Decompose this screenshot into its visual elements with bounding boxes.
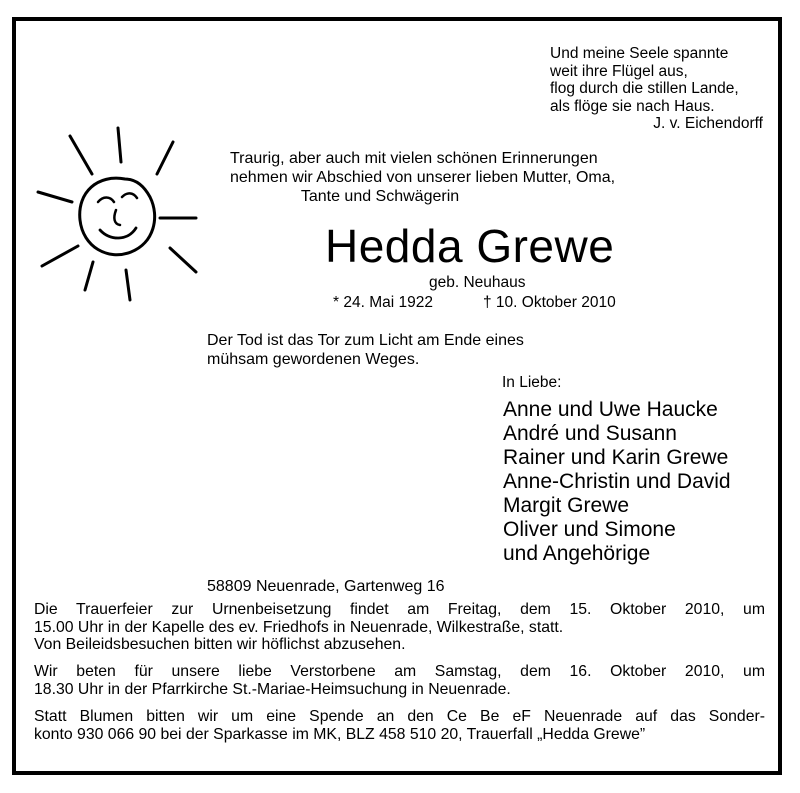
poem-line: als flöge sie nach Haus. [550, 97, 715, 115]
intro-line: Tante und Schwägerin [300, 188, 460, 205]
notice-line: konto 930 066 90 bei der Sparkasse im MK, BLZ 458 510 20, Trauerfall „Hedda Grewe” [34, 725, 646, 743]
quote-line: mühsam gewordenen Weges. [207, 351, 420, 368]
life-dates [333, 294, 616, 312]
mourner-name: André und Susann [503, 422, 677, 445]
mourners-heading: In Liebe: [502, 374, 562, 391]
intro-line: Traurig, aber auch mit vielen schönen Erinnerungen [230, 150, 598, 167]
notice-line: Statt Blumen bitten wir um eine Spende an den Ce Be eF Neuenrade auf das Sonder- [34, 708, 765, 725]
intro-text [230, 149, 616, 206]
birth-date: * 24. Mai 1922 [333, 294, 433, 311]
death-date: † 10. Oktober 2010 [483, 294, 616, 311]
poem-line: Und meine Seele spannte [550, 45, 729, 62]
notice-line: 15.00 Uhr in der Kapelle des ev. Friedhofs in Neuenrade, Wilkestraße, statt. [34, 618, 564, 636]
donation-notice [34, 708, 765, 743]
poem-line: weit ihre Flügel aus, [550, 62, 688, 80]
notice-line: 18.30 Uhr in der Pfarrkirche St.-Mariae-Heimsuchung in Neuenrade. [34, 680, 511, 698]
family-address: 58809 Neuenrade, Gartenweg 16 [207, 578, 445, 595]
intro-line: nehmen wir Abschied von unserer lieben Mutter, Oma, [230, 169, 616, 186]
mourners-list [503, 398, 731, 566]
notice-line: Wir beten für unsere liebe Verstorbene am Samstag, dem 16. Oktober 2010, um [34, 663, 765, 680]
mourner-name: Anne und Uwe Haucke [503, 398, 718, 421]
poem [550, 45, 763, 133]
quote-line: Der Tod ist das Tor zum Licht am Ende eines [207, 332, 524, 349]
mourner-name: Oliver und Simone [503, 518, 676, 541]
poem-author: J. v. Eichendorff [653, 115, 763, 132]
prayer-notice [34, 663, 765, 698]
mourner-name: Rainer und Karin Grewe [503, 446, 729, 469]
quote [207, 331, 524, 369]
poem-line: flog durch die stillen Lande, [550, 80, 739, 97]
notice-line: Die Trauerfeier zur Urnenbeisetzung findet am Freitag, dem 15. Oktober 2010, um [34, 601, 765, 618]
funeral-notice [34, 601, 765, 654]
sun-icon [30, 122, 205, 307]
mourner-name: und Angehörige [503, 542, 651, 565]
maiden-name: geb. Neuhaus [429, 274, 526, 291]
mourner-name: Anne-Christin und David [503, 470, 731, 493]
notice-line: Von Beileidsbesuchen bitten wir höflichst abzusehen. [34, 636, 406, 653]
mourner-name: Margit Grewe [503, 494, 630, 517]
deceased-name: Hedda Grewe [325, 220, 615, 272]
